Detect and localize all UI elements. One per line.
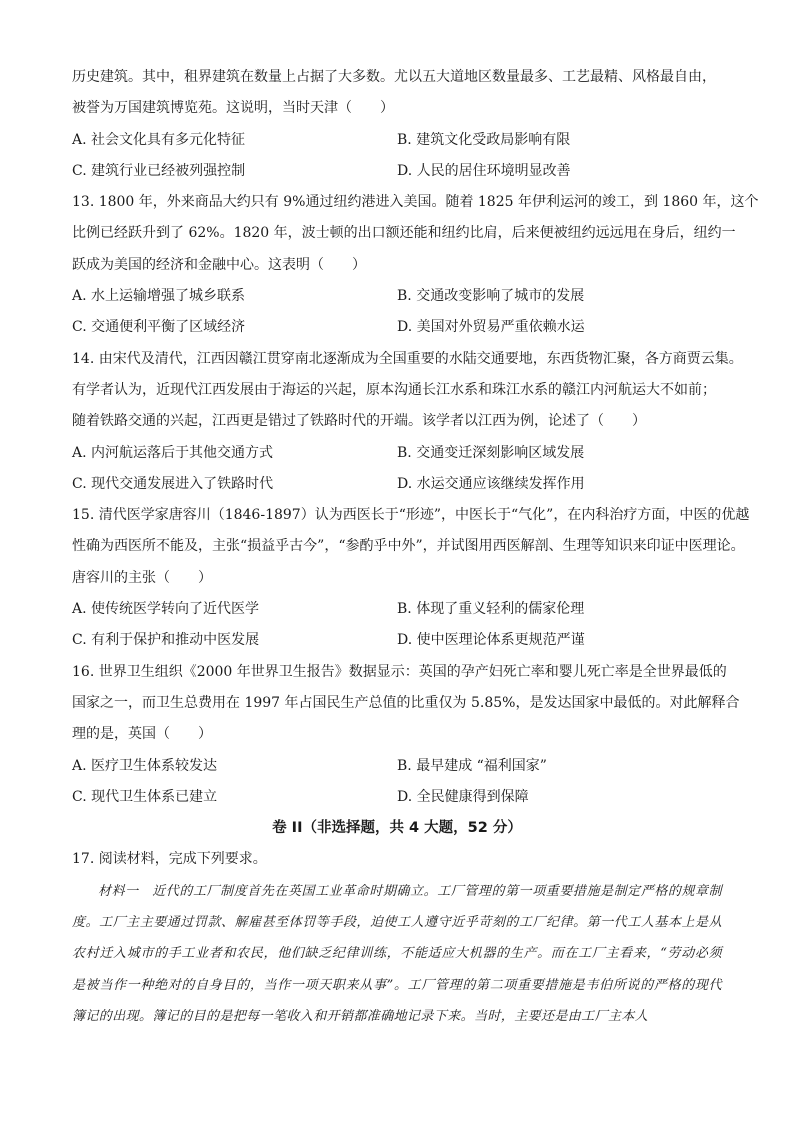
q12-option-c: C. 建筑行业已经被列强控制 [72, 162, 246, 179]
q13-stem-line-2: 比例已经跃升到了 62%。1820 年，波士顿的出口额还能和纽约比肩，后来便被纽约远远甩在身后，纽约一 [72, 225, 736, 242]
q15-option-a: A. 使传统医学转向了近代医学 [72, 601, 260, 618]
q13-stem-line-1: 13. 1800 年，外来商品大约只有 9%通过纽约港进入美国。随着 1825 年伊利运河的竣工，到 1860 年，这个 [72, 194, 759, 211]
q15-options-row-2 [72, 625, 722, 656]
q15-stem-line-3: 唐容川的主张（ ） [72, 569, 212, 586]
q13-option-d: D. 美国对外贸易严重依赖水运 [397, 319, 585, 336]
q14-option-d: D. 水运交通应该继续发挥作用 [397, 475, 585, 492]
q17-prompt: 17. 阅读材料，完成下列要求。 [72, 851, 267, 868]
q15-option-c: C. 有利于保护和推动中医发展 [72, 632, 260, 649]
q16-option-d: D. 全民健康得到保障 [397, 788, 529, 805]
q15-option-b: B. 体现了重义轻利的儒家伦理 [397, 601, 585, 618]
q15-stem-line-1: 15. 清代医学家唐容川（1846-1897）认为西医长于“形迹”，中医长于“气化”，在内科治疗方面，中医的优越 [72, 507, 750, 524]
q13-options-row-2 [72, 312, 722, 343]
q12-stem-line-1: 历史建筑。其中，租界建筑在数量上占据了大多数。尤以五大道地区数量最多、工艺最精、风格最自由， [72, 69, 716, 85]
q16-option-b: B. 最早建成 “福利国家” [397, 757, 547, 774]
q14-option-b: B. 交通变迁深刻影响区域发展 [397, 444, 585, 461]
q16-option-a: A. 医疗卫生体系较发达 [72, 757, 218, 774]
q13-option-b: B. 交通改变影响了城市的发展 [397, 288, 585, 305]
q16-stem-line-1: 16. 世界卫生组织《2000 年世界卫生报告》数据显示：英国的孕产妇死亡率和婴儿死亡率是全世界最低的 [72, 663, 727, 680]
q16-options-row-1 [72, 751, 722, 782]
exam-page [72, 62, 759, 1032]
q13-option-a: A. 水上运输增强了城乡联系 [72, 288, 246, 305]
q16-stem-line-2: 国家之一，而卫生总费用在 1997 年占国民生产总值的比重仅为 5.85%，是发达国家中最低的。对此解释合 [72, 694, 740, 711]
q12-option-b: B. 建筑文化受政局影响有限 [397, 131, 571, 148]
q14-option-a: A. 内河航运落后于其他交通方式 [72, 444, 274, 461]
q14-stem-line-3: 随着铁路交通的兴起，江西更是错过了铁路时代的开端。该学者以江西为例，论述了（ ） [72, 413, 646, 430]
q14-stem-line-2: 有学者认为，近现代江西发展由于海运的兴起，原本沟通长江水系和珠江水系的赣江内河航运大不如前； [72, 381, 716, 398]
q12-option-d: D. 人民的居住环境明显改善 [397, 162, 571, 179]
q15-option-d: D. 使中医理论体系更规范严谨 [397, 632, 585, 649]
q12-stem-line-2: 被誉为万国建筑博览苑。这说明，当时天津（ ） [72, 100, 394, 117]
q12-options-row-2 [72, 156, 722, 187]
q16-stem-line-3: 理的是，英国（ ） [72, 726, 212, 743]
q15-stem-line-2: 性确为西医所不能及，主张“损益乎古今”，“参酌乎中外”，并试图用西医解剖、生理等知识来印证中医理论。 [72, 538, 745, 555]
q13-stem-line-3: 跃成为美国的经济和金融中心。这表明（ ） [72, 256, 366, 273]
q12-option-a: A. 社会文化具有多元化特征 [72, 131, 246, 148]
q13-option-c: C. 交通便利平衡了区域经济 [72, 319, 246, 336]
q13-options-row-1 [72, 281, 722, 312]
q16-options-row-2 [72, 782, 722, 813]
q17-material-1: 材料一 近代的工厂制度首先在英国工业革命时期确立。工厂管理的第一项重要措施是制定严格的规章制度。工厂主主要通过罚款、解雇甚至体罚等手段，迫使工人遵守近乎苛刻的工厂纪律。第一代工人基本上是从农村迁入城市的手工业者和农民，他们缺乏纪律训练，不能适应大机器的生产。而在工厂主看来，“劳动必须是被当作一种绝对的自身目的，当作一项天职来从事”。工厂管理的第二项重要措施是韦伯所说的严格的现代簿记的出现。簿记的目的是把每一笔收入和开销都准确地记录下来。当时，主要还是由工厂主本人 [72, 883, 722, 1024]
q14-option-c: C. 现代交通发展进入了铁路时代 [72, 475, 274, 492]
q14-options-row-1 [72, 438, 722, 469]
q15-options-row-1 [72, 594, 722, 625]
q12-options-row-1 [72, 125, 722, 156]
q16-option-c: C. 现代卫生体系已建立 [72, 788, 218, 805]
section-2-title: 卷 II（非选择题，共 4 大题，52 分） [272, 820, 522, 837]
q14-stem-line-1: 14. 由宋代及清代，江西因赣江贯穿南北逐渐成为全国重要的水陆交通要地，东西货物汇聚，各方商贾云集。 [72, 350, 743, 367]
q14-options-row-2 [72, 469, 722, 500]
